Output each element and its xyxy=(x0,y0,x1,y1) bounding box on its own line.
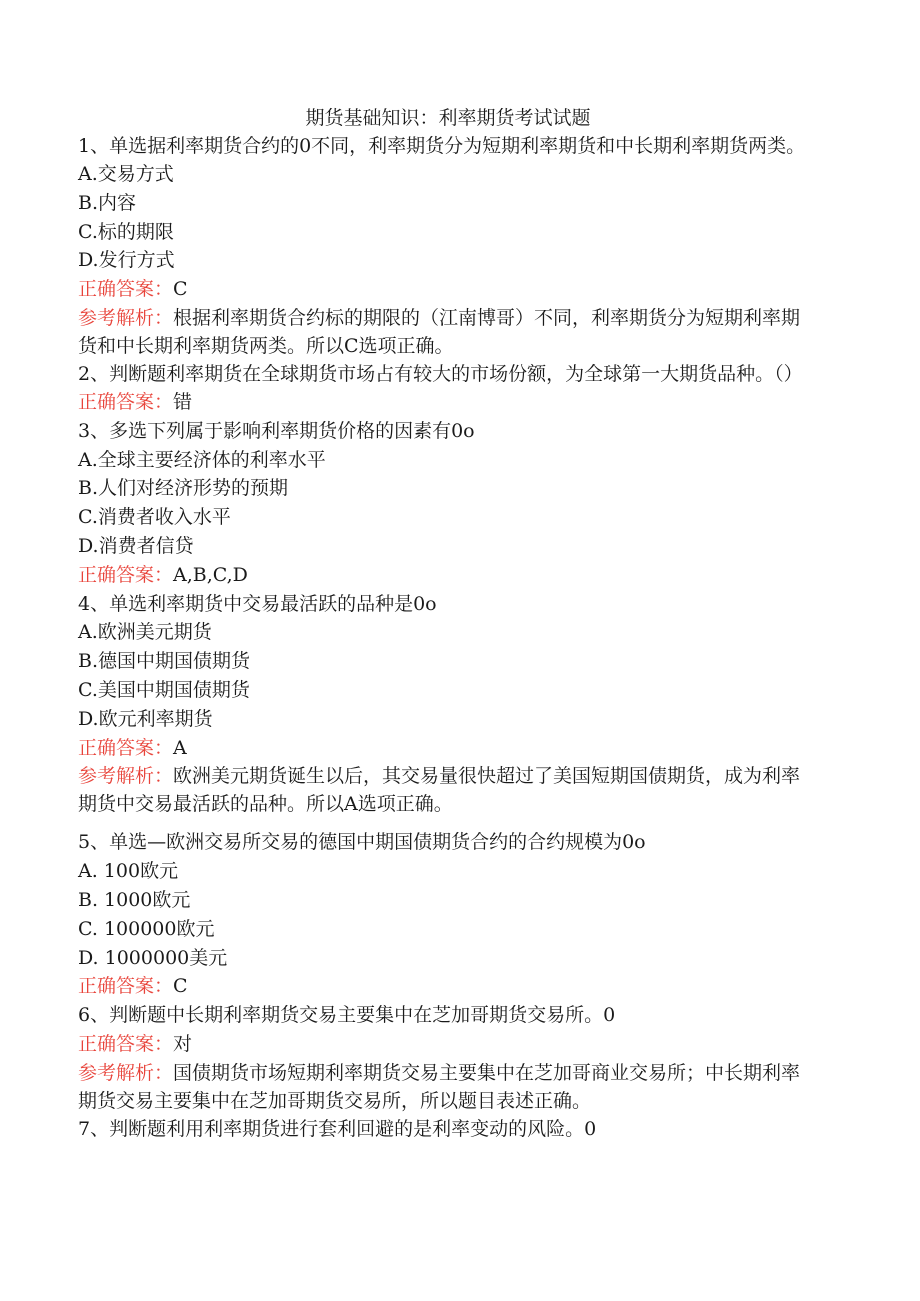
answer-label: 正确答案： xyxy=(78,975,174,998)
explanation-text: 欧洲美元期货诞生以后，其交易量很快超过了美国短期国债期货，成为利率期货中交易最活跃的品种。所以A选项正确。 xyxy=(78,765,801,816)
exam-document xyxy=(78,104,818,1144)
explanation-line xyxy=(78,762,818,818)
answer-line xyxy=(78,972,818,1001)
option-c: C.标的期限 xyxy=(78,220,174,243)
option-c: C.消费者收入水平 xyxy=(78,506,231,529)
question-block xyxy=(78,132,818,360)
question-stem: 3、多选下列属于影响利率期货价格的因素有0o xyxy=(78,419,475,442)
option-a: A.欧洲美元期货 xyxy=(78,621,212,644)
option-b: B.德国中期国债期货 xyxy=(78,650,251,673)
option-a: A. 100欧元 xyxy=(78,860,179,883)
explanation-line xyxy=(78,304,818,360)
question-stem: 5、单选—欧洲交易所交易的德国中期国债期货合约的合约规模为0o xyxy=(78,831,646,854)
question-block xyxy=(78,417,818,590)
answer-value: 错 xyxy=(173,390,193,413)
answer-value: 对 xyxy=(173,1032,193,1055)
document-title: 期货基础知识：利率期货考试试题 xyxy=(305,107,591,129)
answer-label: 正确答案： xyxy=(78,1032,174,1055)
option-b: B. 1000欧元 xyxy=(78,888,191,911)
question-stem: 4、单选利率期货中交易最活跃的品种是0o xyxy=(78,592,437,615)
question-stem: 2、判断题利率期货在全球期货市场占有较大的市场份额，为全球第一大期货品种。（） xyxy=(78,362,803,385)
answer-line xyxy=(78,561,818,590)
answer-value: C xyxy=(173,278,188,301)
explanation-line xyxy=(78,1059,818,1115)
question-block xyxy=(78,828,818,1001)
option-b: B.人们对经济形势的预期 xyxy=(78,477,289,500)
option-c: C. 100000欧元 xyxy=(78,917,215,940)
option-c: C.美国中期国债期货 xyxy=(78,678,250,701)
answer-label: 正确答案： xyxy=(78,278,174,301)
explanation-text: 根据利率期货合约标的期限的（江南博哥）不同，利率期货分为短期利率期货和中长期利率期货两类。所以C选项正确。 xyxy=(78,306,801,357)
answer-label: 正确答案： xyxy=(78,563,174,586)
question-block xyxy=(78,590,818,819)
explanation-label: 参考解析： xyxy=(78,306,174,329)
option-d: D.发行方式 xyxy=(78,249,175,272)
option-a: A.全球主要经济体的利率水平 xyxy=(78,448,326,471)
question-block xyxy=(78,1001,818,1115)
question-block xyxy=(78,1115,818,1144)
answer-line xyxy=(78,275,818,304)
option-d: D.消费者信贷 xyxy=(78,534,194,557)
option-b: B.内容 xyxy=(78,191,137,214)
option-d: D. 1000000美元 xyxy=(78,946,228,969)
question-block xyxy=(78,360,818,417)
question-stem: 6、判断题中长期利率期货交易主要集中在芝加哥期货交易所。0 xyxy=(78,1004,616,1027)
explanation-label: 参考解析： xyxy=(78,1061,174,1084)
answer-label: 正确答案： xyxy=(78,736,174,759)
explanation-label: 参考解析： xyxy=(78,765,174,788)
question-stem: 1、单选据利率期货合约的0不同，利率期货分为短期利率期货和中长期利率期货两类。 xyxy=(78,135,806,157)
option-d: D.欧元利率期货 xyxy=(78,707,213,730)
answer-value: A,B,C,D xyxy=(173,563,248,586)
option-a: A.交易方式 xyxy=(78,163,174,185)
answer-value: C xyxy=(173,975,188,998)
question-stem: 7、判断题利用利率期货进行套利回避的是利率变动的风险。0 xyxy=(78,1117,597,1140)
answer-value: A xyxy=(173,736,187,759)
answer-line xyxy=(78,734,818,763)
answer-line xyxy=(78,388,818,417)
explanation-text: 国债期货市场短期利率期货交易主要集中在芝加哥商业交易所；中长期利率期货交易主要集中在芝加哥期货交易所，所以题目表述正确。 xyxy=(78,1061,801,1112)
answer-label: 正确答案： xyxy=(78,390,174,413)
answer-line xyxy=(78,1030,818,1059)
